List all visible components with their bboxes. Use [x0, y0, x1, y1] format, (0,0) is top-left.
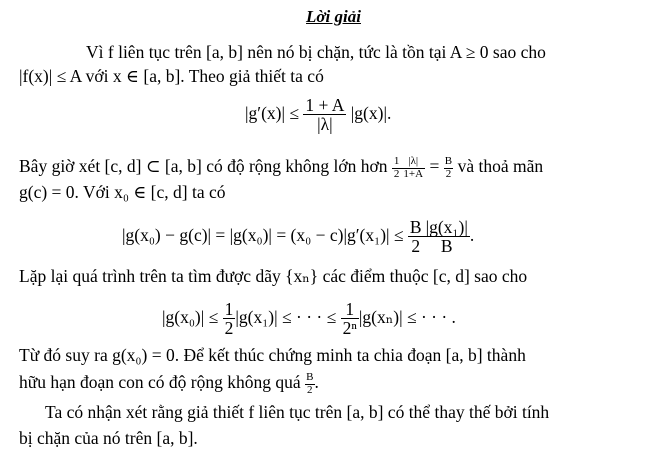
equation-2-fraction-1: [408, 218, 424, 256]
fraction-numerator: |λ|: [401, 156, 425, 169]
paragraph-4-line-2: [19, 372, 319, 396]
fraction-denominator: 2: [411, 236, 421, 257]
equation-3-fraction-2: [341, 300, 359, 338]
paragraph-4-text-a: hữu hạn đoạn con có độ rộng không quá: [19, 372, 301, 393]
fraction-denominator: 2: [224, 318, 234, 339]
equation-2-end: .: [469, 224, 475, 245]
equation-3-part-2: |g(x₁)| ≤ · · · ≤: [235, 306, 337, 327]
equation-1: [245, 96, 391, 134]
fraction-denominator: 2: [445, 167, 452, 180]
fraction-numerator: 1: [341, 300, 359, 319]
equation-3: [162, 300, 456, 338]
equation-3-part-1: |g(x₀)| ≤: [162, 306, 219, 327]
paragraph-5-line-1: Ta có nhận xét rằng giả thiết f liên tục trên [a, b] có thể thay thế bởi tính: [45, 402, 550, 422]
fraction-numerator: 1: [224, 299, 234, 319]
equation-2-lhs: |g(x₀) − g(c)| = |g(x₀)| = (x₀ − c)|g′(x₁)| ≤: [122, 224, 404, 245]
equation-1-lhs: |g′(x)| ≤: [245, 102, 299, 123]
fraction-numerator: B: [409, 217, 422, 237]
paragraph-2-equals: =: [429, 156, 440, 177]
equation-1-numerator: 1 + A: [305, 95, 345, 115]
paragraph-2-fraction-half: [392, 156, 402, 180]
fraction-denominator: 1+A: [403, 167, 424, 180]
paragraph-2-line-1: [19, 156, 543, 180]
paragraph-4-text-b: .: [314, 372, 319, 393]
paragraph-4-fraction: [305, 372, 315, 396]
paragraph-2-fraction-lambda: [401, 156, 425, 180]
equation-2: [122, 218, 474, 256]
paragraph-2-text-a: Bây giờ xét [c, d] ⊂ [a, b] có độ rộng không lớn hơn: [19, 156, 388, 177]
page-title: Lời giải: [306, 7, 361, 26]
paragraph-1-line-1: Vì f liên tục trên [a, b] nên nó bị chặn, tức là tồn tại A ≥ 0 sao cho: [86, 42, 546, 62]
equation-3-part-3: |g(xₙ)| ≤ · · · .: [358, 306, 456, 327]
paragraph-2-text-b: và thoả mãn: [457, 156, 544, 177]
fraction-numerator: B: [306, 371, 314, 383]
fraction-numerator: 1: [393, 155, 400, 167]
paragraph-4-line-1: Từ đó suy ra g(x₀) = 0. Để kết thúc chứng minh ta chia đoạn [a, b] thành: [19, 345, 526, 365]
equation-1-fraction: [303, 96, 346, 134]
fraction-numerator: |g(x₁)|: [425, 217, 468, 237]
paragraph-5-line-2: bị chặn của nó trên [a, b].: [19, 428, 198, 448]
paragraph-3-line-1: Lặp lại quá trình trên ta tìm được dãy {xₙ} các điểm thuộc [c, d] sao cho: [19, 266, 528, 286]
fraction-denominator: 2: [393, 167, 400, 180]
paragraph-2-fraction-b-half: [444, 156, 454, 180]
paragraph-2-line-2: g(c) = 0. Với x₀ ∈ [c, d] ta có: [19, 182, 226, 202]
equation-1-rhs: |g(x)|.: [350, 102, 392, 123]
fraction-numerator: B: [444, 155, 453, 167]
fraction-denominator: B: [440, 236, 453, 257]
equation-1-denominator: |λ|: [317, 114, 333, 135]
equation-3-fraction-1: [223, 300, 236, 338]
fraction-denominator: 2: [307, 383, 313, 396]
fraction-denominator: 2ⁿ: [342, 318, 357, 339]
equation-2-fraction-2: [424, 218, 470, 256]
paragraph-1-line-2: |f(x)| ≤ A với x ∈ [a, b]. Theo giả thiết ta có: [19, 66, 324, 86]
